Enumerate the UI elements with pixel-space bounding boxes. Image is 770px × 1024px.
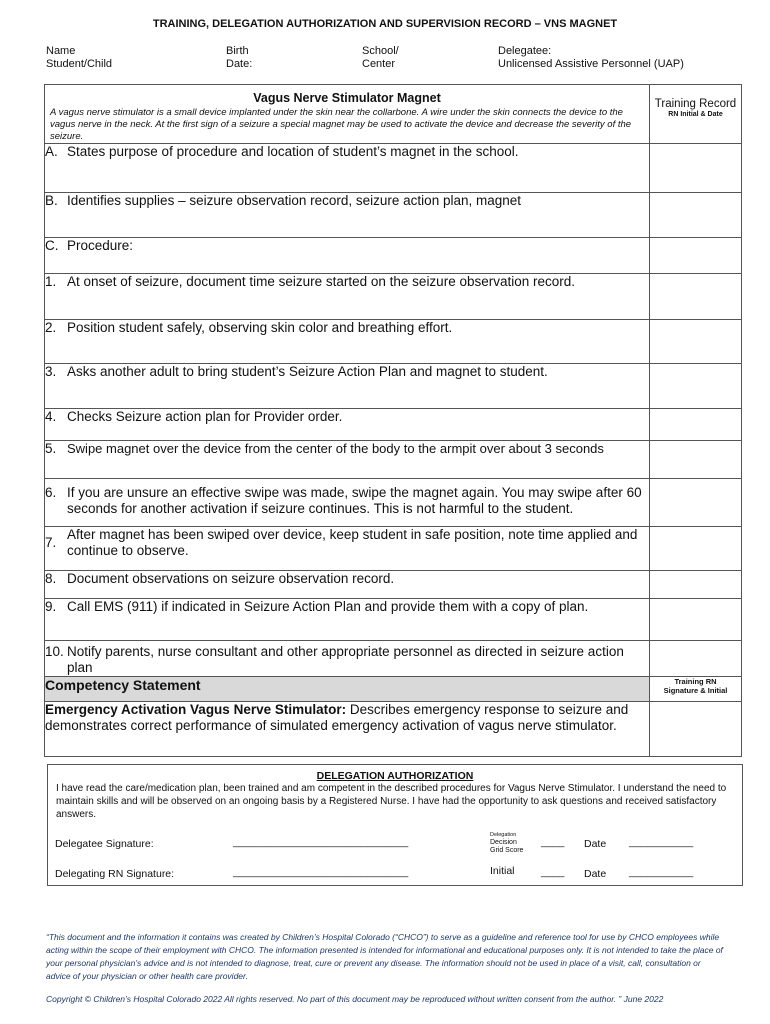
training-cell[interactable] xyxy=(650,527,742,571)
competency-statement-header: Competency Statement xyxy=(45,677,650,702)
uap-label: Unlicensed Assistive Personnel (UAP) xyxy=(498,58,684,70)
step-text: Checks Seizure action plan for Provider order. xyxy=(67,409,343,424)
name-label: Name xyxy=(46,45,76,57)
step-text: Position student safely, observing skin color and breathing effort. xyxy=(67,320,453,335)
training-cell[interactable] xyxy=(650,571,742,599)
training-cell[interactable] xyxy=(650,144,742,193)
step-number: 1. xyxy=(45,274,57,289)
copyright-text: Copyright © Children’s Hospital Colorado 2022 All rights reserved. No part of this document may be reproduced without written consent from the author. ” June 2022 xyxy=(46,994,664,1004)
decision-2: Decision xyxy=(490,838,517,846)
school-center-label xyxy=(362,45,399,71)
training-cell[interactable] xyxy=(650,320,742,364)
competency-text: Describes emergency response to seizure and demonstrates correct performance of simulated emergency activation of vagus nerve stimulator. xyxy=(45,702,629,733)
step-number: 7. xyxy=(45,535,57,550)
step-row xyxy=(45,144,650,193)
step-number: 5. xyxy=(45,441,57,456)
step-number: 6. xyxy=(45,485,57,500)
step-row xyxy=(45,441,650,479)
intro-title: Vagus Nerve Stimulator Magnet xyxy=(253,91,441,105)
competency-bold: Emergency Activation Vagus Nerve Stimulator: xyxy=(45,702,347,717)
sig-line-2: Signature & Initial xyxy=(663,686,728,695)
training-cell[interactable] xyxy=(650,479,742,527)
rn-signature-line[interactable]: ______________________________ xyxy=(233,866,409,878)
step-text: If you are unsure an effective swipe was made, swipe the magnet again. You may swipe after 60 seconds for another activation if seizure continues. This is not harmful to the student. xyxy=(67,485,642,516)
step-row xyxy=(45,274,650,320)
step-number: A. xyxy=(45,144,58,159)
competency-statement-text xyxy=(45,702,650,757)
step-row xyxy=(45,409,650,441)
step-row xyxy=(45,599,650,641)
step-text: Asks another adult to bring student’s Seizure Action Plan and magnet to student. xyxy=(67,364,548,379)
date-label: Date: xyxy=(226,58,253,70)
step-text: Procedure: xyxy=(67,238,134,253)
step-text: After magnet has been swiped over device, keep student in safe position, note time applied and continue to observe. xyxy=(67,527,638,558)
step-text: Notify parents, nurse consultant and other appropriate personnel as directed in seizure action plan xyxy=(67,644,624,675)
step-number: 3. xyxy=(45,364,57,379)
step-text: Call EMS (911) if indicated in Seizure Action Plan and provide them with a copy of plan. xyxy=(67,599,589,614)
training-cell[interactable] xyxy=(650,441,742,479)
training-record-sub: RN Initial & Date xyxy=(668,111,723,118)
decision-3: Grid Score xyxy=(490,846,524,854)
training-cell[interactable] xyxy=(650,193,742,238)
training-record-title: Training Record xyxy=(654,98,737,110)
training-cell[interactable] xyxy=(650,641,742,677)
training-record-header xyxy=(650,85,742,144)
delegatee-label-block xyxy=(498,45,684,71)
step-number: 9. xyxy=(45,599,57,614)
disclaimer-text: “This document and the information it contains was created by Children’s Hospital Colorado (“CHCO”) to serve as a guideline and reference tool for use by CHCO employees while acting within the scope of their employment with CHCO. The information presented is intended for informational and educational purposes only. It is not intended to take the place of your personal physician’s advice and is not intended to diagnose, treat, cure or prevent any disease. The information should not be used in place of a visit, call, consultation or advice of your physician or other health care provider. xyxy=(46,932,723,981)
delegation-title: DELEGATION AUTHORIZATION xyxy=(316,770,474,782)
step-row xyxy=(45,238,650,274)
competency-signature-cell[interactable] xyxy=(650,702,742,757)
birth-label: Birth xyxy=(226,45,249,57)
training-cell[interactable] xyxy=(650,409,742,441)
initial-line[interactable]: ____ xyxy=(541,866,565,878)
step-number: 2. xyxy=(45,320,57,335)
date-line-2[interactable]: ___________ xyxy=(629,866,694,878)
birth-date-label xyxy=(226,45,252,71)
step-number: 8. xyxy=(45,571,57,586)
step-number: B. xyxy=(45,193,58,208)
document-title: TRAINING, DELEGATION AUTHORIZATION AND SUPERVISION RECORD – VNS MAGNET xyxy=(152,18,618,30)
rn-signature-label: Delegating RN Signature: xyxy=(55,868,175,880)
training-cell[interactable] xyxy=(650,599,742,641)
step-number: C. xyxy=(45,238,59,253)
decision-1: Delegation xyxy=(490,832,517,838)
delegation-text: I have read the care/medication plan, been trained and am competent in the described procedures for Vagus Nerve Stimulator. I understand the need to maintain skills and will be observed on an ongoing basis by a Registered Nurse. I have had the opportunity to ask questions and received satisfactory answers. xyxy=(56,783,727,820)
decision-grid-label xyxy=(490,832,523,855)
center-label: Center xyxy=(362,58,396,70)
delegatee-signature-line[interactable]: ______________________________ xyxy=(233,836,409,848)
delegatee-signature-label: Delegatee Signature: xyxy=(55,838,154,850)
step-text: Identifies supplies – seizure observation record, seizure action plan, magnet xyxy=(67,193,522,208)
delegatee-label: Delegatee: xyxy=(498,45,552,57)
step-number: 10. xyxy=(45,644,64,659)
name-field-label xyxy=(46,45,112,71)
step-number: 4. xyxy=(45,409,57,424)
date-label-2: Date xyxy=(584,868,607,880)
training-cell[interactable] xyxy=(650,364,742,409)
school-label: School/ xyxy=(362,45,399,57)
training-cell[interactable] xyxy=(650,238,742,274)
step-text: Document observations on seizure observation record. xyxy=(67,571,395,586)
step-row xyxy=(45,193,650,238)
step-row xyxy=(45,571,650,599)
step-text: Swipe magnet over the device from the center of the body to the armpit over about 3 seconds xyxy=(67,441,604,456)
step-row xyxy=(45,641,650,677)
training-cell[interactable] xyxy=(650,274,742,320)
step-row xyxy=(45,364,650,409)
decision-score-line[interactable]: ____ xyxy=(541,836,565,848)
step-row xyxy=(45,320,650,364)
sig-line-1: Training RN xyxy=(674,677,717,686)
intro-text: A vagus nerve stimulator is a small device implanted under the skin near the collarbone. A wire under the skin connects the device to the vagus nerve in the neck. At the first sign of a seizure a special magnet may be used to activate the device and decrease the severity of the seizure. xyxy=(50,107,632,142)
student-label: Student/Child xyxy=(46,58,113,70)
procedure-table xyxy=(44,84,742,757)
step-text: States purpose of procedure and location of student’s magnet in the school. xyxy=(67,144,519,159)
training-rn-signature-header xyxy=(650,677,742,702)
date-label-1: Date xyxy=(584,838,607,850)
initial-label: Initial xyxy=(490,865,515,877)
intro-cell xyxy=(45,85,650,144)
step-text: At onset of seizure, document time seizure started on the seizure observation record. xyxy=(67,274,576,289)
step-row xyxy=(45,479,650,527)
step-row xyxy=(45,527,650,571)
date-line-1[interactable]: ___________ xyxy=(629,836,694,848)
